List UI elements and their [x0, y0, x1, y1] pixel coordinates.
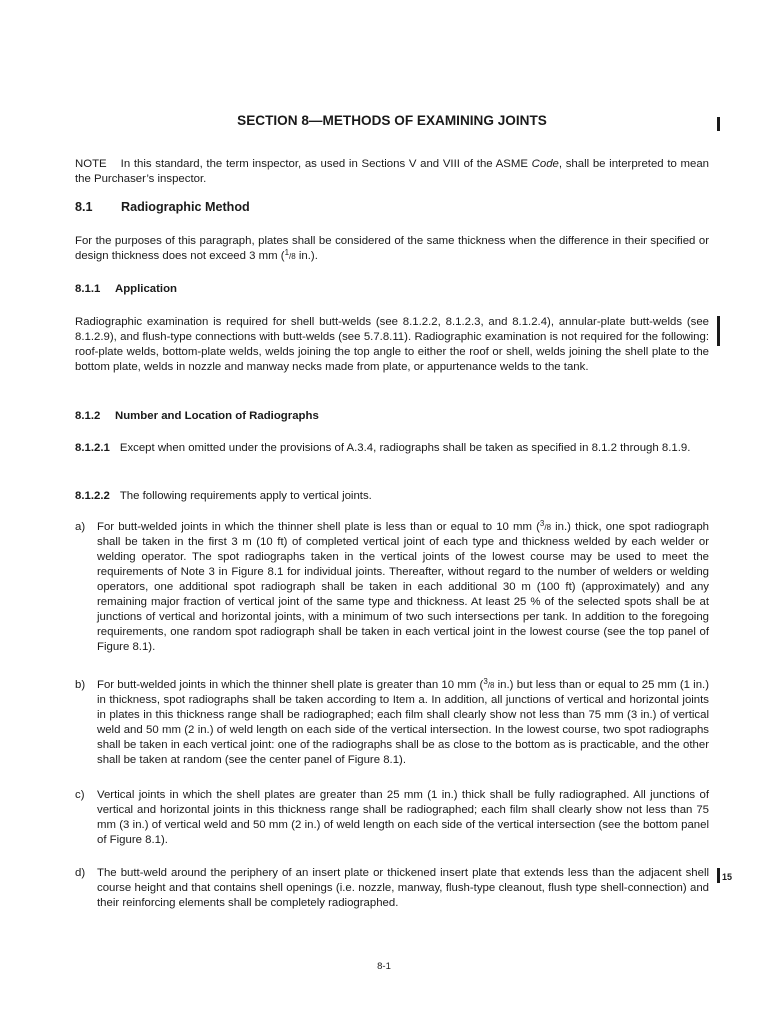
fraction-denominator: /8 — [544, 523, 552, 532]
list-label: d) — [75, 867, 86, 879]
list-text-before: For butt-welded joints in which the thinner shell plate is greater than 10 mm ( — [97, 679, 484, 691]
paragraph-8-1 — [75, 234, 709, 264]
fraction-numerator: 3 — [483, 677, 488, 686]
heading-text: Number and Location of Radiographs — [115, 410, 319, 422]
fraction — [284, 248, 296, 261]
list-label: c) — [75, 789, 85, 801]
heading-number: 8.1.2 — [75, 410, 101, 422]
list-text-after: in.) but less than or equal to 25 mm (1 in.) in thickness, spot radiographs shall be taken according to Item a. In addition, all junctions of vertical and horizontal joints in plates in this thickness range shall be radiographed; each film shall clearly show not less than 75 mm (3 in.) of vertical weld and 50 mm (2 in.) of weld length on each side of the vertical intersection. In the lowest course, two spot radiographs shall be taken in each vertical joint: one of the radiographs shall be as close to the bottom as is practicable, and the other shall be taken at random (see the center panel of Figure 8.1). — [97, 679, 709, 766]
note-text-before: In this standard, the term inspector, as used in Sections V and VIII of the ASME — [120, 158, 532, 170]
list-text: The butt-weld around the periphery of an insert plate or thickened insert plate that extends less than the adjacent shell course height and that contains shell openings (i.e. nozzle, manway, flush-type cleanout, flush type shell-connection) and their reinforcing elements shall be completely radiographed. — [97, 867, 709, 909]
paragraph-text: Except when omitted under the provisions of A.3.4, radiographs shall be taken as specified in 8.1.2 through 8.1.9. — [119, 442, 691, 454]
heading-8-1-2 — [75, 409, 709, 424]
heading-8-1 — [75, 200, 709, 215]
change-bar — [717, 117, 720, 131]
paragraph-8-1-1: Radiographic examination is required for shell butt-welds (see 8.1.2.2, 8.1.2.3, and 8.1.2.4), annular-plate butt-welds (see 8.1.2.9), and flush-type connections with butt-welds (see 5.7.8.11). Radiographic examination is not required for the following: roof-plate welds, bottom-plate welds, welds joining the top angle to either the roof or shell, welds joining the shell plate to the bottom plate, welds in nozzle and manway necks made from plate, or appurtenance welds to the tank. — [75, 316, 709, 373]
paragraph-number: 8.1.2.2 — [75, 490, 110, 502]
heading-number: 8.1 — [75, 200, 93, 214]
fraction — [539, 519, 552, 532]
fraction-numerator: 3 — [539, 519, 545, 528]
list-item-c — [75, 788, 709, 848]
fraction-numerator: 1 — [284, 248, 290, 257]
note-paragraph — [75, 157, 709, 187]
change-bar — [717, 316, 720, 346]
heading-number: 8.1.1 — [75, 283, 101, 295]
fraction — [483, 677, 495, 690]
list-label: b) — [75, 679, 86, 691]
paragraph-text-end: in.). — [295, 250, 318, 262]
paragraph-8-1-2-2 — [75, 489, 709, 504]
list-text: Vertical joints in which the shell plates are greater than 25 mm (1 in.) thick shall be fully radiographed. All junctions of vertical and horizontal joints in this thickness range shall be radiographed; each film shall clearly show not less than 75 mm (3 in.) of vertical weld and 50 mm (2 in.) of weld length on each side of the vertical intersection (see the bottom panel of Figure 8.1). — [97, 789, 709, 846]
note-label: NOTE — [75, 158, 107, 170]
heading-text: Application — [115, 283, 178, 295]
list-item-b — [75, 678, 709, 768]
list-item-d — [75, 866, 709, 911]
note-text-after: , shall be interpreted to mean the Purchaser’s inspector. — [75, 158, 709, 185]
paragraph-number: 8.1.2.1 — [75, 442, 110, 454]
note-text-italic: Code — [531, 158, 559, 170]
page-number: 8-1 — [377, 961, 391, 972]
list-text — [97, 678, 709, 768]
list-text-before: For butt-welded joints in which the thinner shell plate is less than or equal to 10 mm ( — [97, 521, 540, 533]
list-item-a — [75, 520, 709, 655]
list-text-after: in.) thick, one spot radiograph shall be taken in the first 3 m (10 ft) of completed vertical joint of each type and thickness welded by each welder or welding operator. The spot radiographs taken in the vertical joints of the lowest course may be used to meet the requirements of Note 3 in Figure 8.1 for individual joints. Thereafter, without regard to the number of welders or welding operators, one additional spot radiograph shall be taken in each additional 30 m (100 ft) (approximately) and any remaining major fraction of vertical joint of the same type and thickness. At least 25 % of the selected spots shall be at junctions of vertical and horizontal joints, with a minimum of two such intersections per tank. In addition to the foregoing requirements, one random spot radiograph shall be taken in each vertical joint in the lowest course (see the top panel of Figure 8.1). — [97, 521, 709, 653]
section-title: SECTION 8—METHODS OF EXAMINING JOINTS — [237, 113, 547, 128]
paragraph-text: For the purposes of this paragraph, plates shall be considered of the same thickness when the difference in their specified or design thickness does not exceed 3 mm ( — [75, 235, 709, 262]
margin-edition-tag: 15 — [722, 872, 733, 882]
heading-8-1-1 — [75, 282, 709, 297]
list-text — [97, 520, 709, 655]
list-label: a) — [75, 521, 86, 533]
paragraph-text: The following requirements apply to vertical joints. — [119, 490, 372, 502]
fraction-denominator: /8 — [289, 252, 296, 261]
change-bar — [717, 868, 720, 883]
fraction-denominator: /8 — [487, 681, 495, 690]
heading-text: Radiographic Method — [121, 200, 250, 214]
paragraph-8-1-2-1 — [75, 441, 709, 456]
